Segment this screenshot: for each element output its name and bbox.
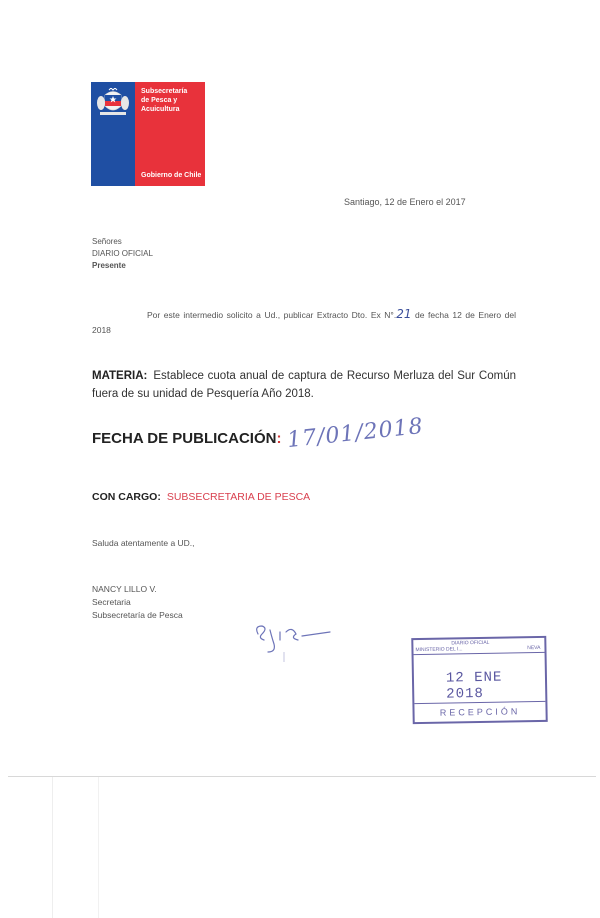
gobierno-logo [91, 82, 205, 186]
stamp-title: DIARIO OFICIAL [451, 639, 490, 647]
signer-org: Subsecretaría de Pesca [92, 610, 183, 620]
page-divider [8, 776, 596, 777]
request-paragraph [92, 307, 516, 338]
reception-stamp [412, 637, 547, 723]
materia-label: MATERIA: [92, 370, 148, 382]
publication-date-label [92, 430, 281, 447]
letter-date: Santiago, 12 de Enero el 2017 [344, 197, 466, 207]
logo-blue-panel [91, 82, 135, 186]
recipient-name: DIARIO OFICIAL [92, 249, 153, 258]
charge-line [92, 491, 310, 503]
handwritten-initials [250, 618, 340, 666]
scan-trace [52, 777, 53, 918]
logo-org-name: Subsecretaría de Pesca y Acuicultura [141, 88, 188, 113]
signer-block [92, 583, 183, 622]
signer-name: NANCY LILLO V. [92, 584, 157, 594]
request-text-pre: Por este intermedio solicito a Ud., publicar Extracto Dto. Ex N°. [147, 310, 397, 320]
logo-gov-name: Gobierno de Chile [141, 172, 202, 179]
stamp-border [411, 636, 547, 724]
stamp-ministry: MINISTERIO DEL I... [415, 646, 463, 654]
recipient-presente: Presente [92, 261, 126, 270]
charge-value: SUBSECRETARIA DE PESCA [166, 491, 311, 503]
charge-label: CON CARGO: [92, 491, 161, 503]
signer-role: Secretaria [92, 597, 131, 607]
materia-paragraph [92, 367, 516, 403]
stamp-header [413, 638, 544, 655]
stamp-right-text: NEVA [527, 644, 541, 652]
stamp-footer: RECEPCIÓN [414, 701, 545, 722]
request-text-post: de fecha 12 de Enero del 2018 [92, 310, 517, 335]
stamp-date: 12 ENE 2018 [445, 669, 503, 703]
scan-trace [98, 777, 99, 918]
handwritten-publication-date: 17/01/2018 [286, 413, 425, 454]
recipient-block [92, 236, 153, 272]
recipient-salutation: Señores [92, 237, 122, 246]
materia-text: Establece cuota anual de captura de Recurso Merluza del Sur Común fuera de su unidad de Pesquería Año 2018. [92, 370, 516, 400]
coat-of-arms-icon [96, 88, 130, 116]
publication-date-colon: : [276, 430, 282, 447]
publication-date-label-text: FECHA DE PUBLICACIÓN [92, 430, 277, 447]
handwritten-decree-number: 21 [396, 307, 412, 321]
closing-salutation: Saluda atentamente a UD., [92, 538, 195, 548]
